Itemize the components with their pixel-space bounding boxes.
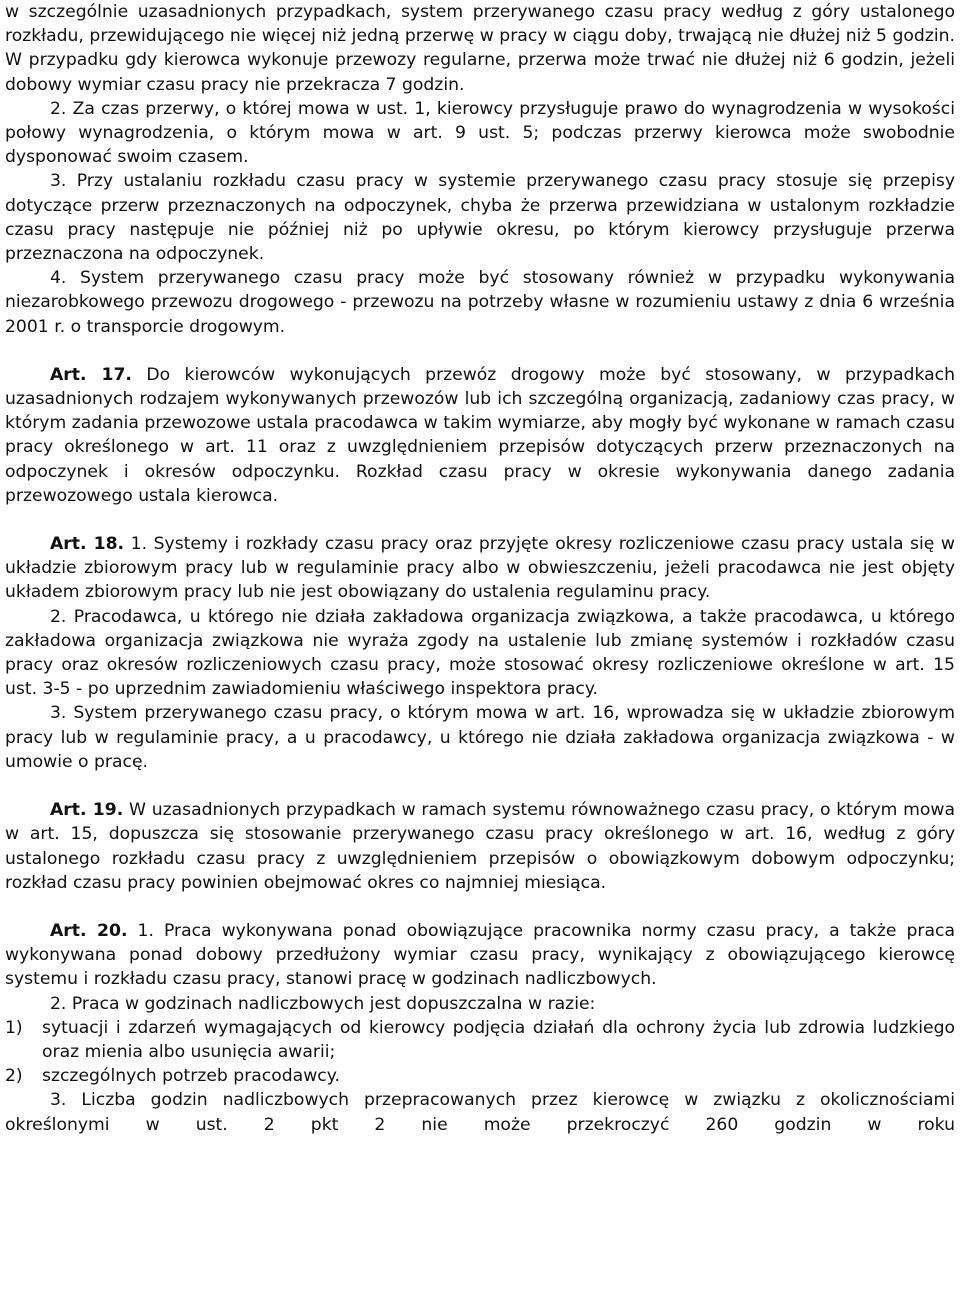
article-19-text: W uzasadnionych przypadkach w ramach systemu równoważnego czasu pracy, o którym mowa w art. 15, dopuszcza się stosowanie przerywanego czasu pracy określonego w art. 16, według z góry ustalonego rozkładu czasu pracy z uwzględnieniem przepisów o obowiązkowym dobowym odpoczynku; rozkład czasu pracy powinien obejmować okres co najmniej miesiąca. (5, 800, 955, 893)
document-page (5, 0, 955, 1137)
paragraph-art16-ust2: 2. Za czas przerwy, o której mowa w ust. 1, kierowcy przysługuje prawo do wynagrodzenia w wysokości połowy wynagrodzenia, o którym mowa w art. 9 ust. 5; podczas przerwy kierowca może swobodnie dysponować swoim czasem. (5, 98, 955, 168)
list-item-number: 1) (5, 1017, 23, 1038)
article-20-ust1 (5, 919, 955, 992)
list-item-number: 2) (5, 1066, 23, 1087)
article-20-label: Art. 20. (50, 920, 128, 941)
article-17 (5, 363, 955, 508)
article-18-ust2: 2. Pracodawca, u którego nie działa zakładowa organizacja związkowa, a także pracodawca, u którego zakładowa organizacja związkowa nie wyraża zgody na ustalenie lub zmianę systemów i rozkładów czasu pracy oraz okresów rozliczeniowych czasu pracy, może stosować okresy rozliczeniowe określone w art. 15 ust. 3-5 - po uprzednim zawiadomieniu właściwego inspektora pracy. (5, 606, 955, 700)
article-18-ust1 (5, 532, 955, 605)
article-17-text: Do kierowców wykonujących przewóz drogowy może być stosowany, w przypadkach uzasadnionych rodzajem wykonywanych przewozów lub ich szczególną organizacją, zadaniowy czas pracy, w którym zadania przewozowe ustala pracodawca w takim wymiarze, aby mogły być wykonane w ramach czasu pracy określonego w art. 11 oraz z uwzględnieniem przepisów dotyczących przerw przeznaczonych na odpoczynek i okresów odpoczynku. Rozkład czasu pracy w okresie wykonywania danego zadania przewozowego ustala kierowca. (5, 364, 955, 506)
article-18-label: Art. 18. (50, 534, 125, 555)
article-18-ust1-text: 1. Systemy i rozkłady czasu pracy oraz przyjęte okresy rozliczeniowe czasu pracy ustala się w układzie zbiorowym pracy lub w regulaminie pracy albo w obwieszczeniu, jeżeli pracodawca nie jest objęty układem zbiorowym pracy lub nie jest obowiązany do ustalenia regulaminu pracy. (5, 534, 955, 603)
article-19-label: Art. 19. (50, 800, 124, 821)
article-20-ust3: 3. Liczba godzin nadliczbowych przepracowanych przez kierowcę w związku z okolicznościami określonymi w ust. 2 pkt 2 nie może przekroczyć 260 godzin w roku (5, 1090, 955, 1135)
article-20-ust2: 2. Praca w godzinach nadliczbowych jest dopuszczalna w razie: (50, 993, 596, 1014)
list-item (5, 1016, 955, 1064)
list-item-text: sytuacji i zdarzeń wymagających od kierowcy podjęcia działań dla ochrony życia lub zdrowia ludzkiego oraz mienia albo usunięcia awarii; (42, 1017, 955, 1062)
paragraph-art16-ust4: 4. System przerywanego czasu pracy może być stosowany również w przypadku wykonywania niezarobkowego przewozu drogowego - przewozu na potrzeby własne w rozumieniu ustawy z dnia 6 września 2001 r. o transporcie drogowym. (5, 268, 955, 337)
list-item (5, 1064, 955, 1088)
article-19 (5, 798, 955, 895)
article-20-ust1-text: 1. Praca wykonywana ponad obowiązujące pracownika normy czasu pracy, a także praca wykonywana ponad dobowy przedłużony wymiar czasu pracy, wynikający z obowiązującego kierowcę systemu i rozkładu czasu pracy, stanowi pracę w godzinach nadliczbowych. (5, 920, 955, 990)
article-17-label: Art. 17. (50, 364, 132, 385)
list-item-text: szczególnych potrzeb pracodawcy. (42, 1066, 340, 1087)
paragraph-art16-ust1-continuation: w szczególnie uzasadnionych przypadkach, system przerywanego czasu pracy według z góry ustalonego rozkładu, przewidującego nie więcej niż jedną przerwę w pracy w ciągu doby, trwającą nie dłużej niż 5 godzin. W przypadku gdy kierowca wykonuje przewozy regularne, przerwa może trwać nie dłużej niż 6 godzin, jeżeli dobowy wymiar czasu pracy nie przekracza 7 godzin. (5, 2, 955, 95)
article-18-ust3: 3. System przerywanego czasu pracy, o którym mowa w art. 16, wprowadza się w układzie zbiorowym pracy lub w regulaminie pracy, a u pracodawcy, u którego nie działa zakładowa organizacja związkowa - w umowie o pracę. (5, 703, 955, 772)
paragraph-art16-ust3: 3. Przy ustalaniu rozkładu czasu pracy w systemie przerywanego czasu pracy stosuje się przepisy dotyczące przerw przeznaczonych na odpoczynek, chyba że przerwa przewidziana w ustalonym rozkładzie czasu pracy następuje nie później niż po upływie okresu, po którym kierowcy przysługuje przerwa przeznaczona na odpoczynek. (5, 171, 955, 265)
